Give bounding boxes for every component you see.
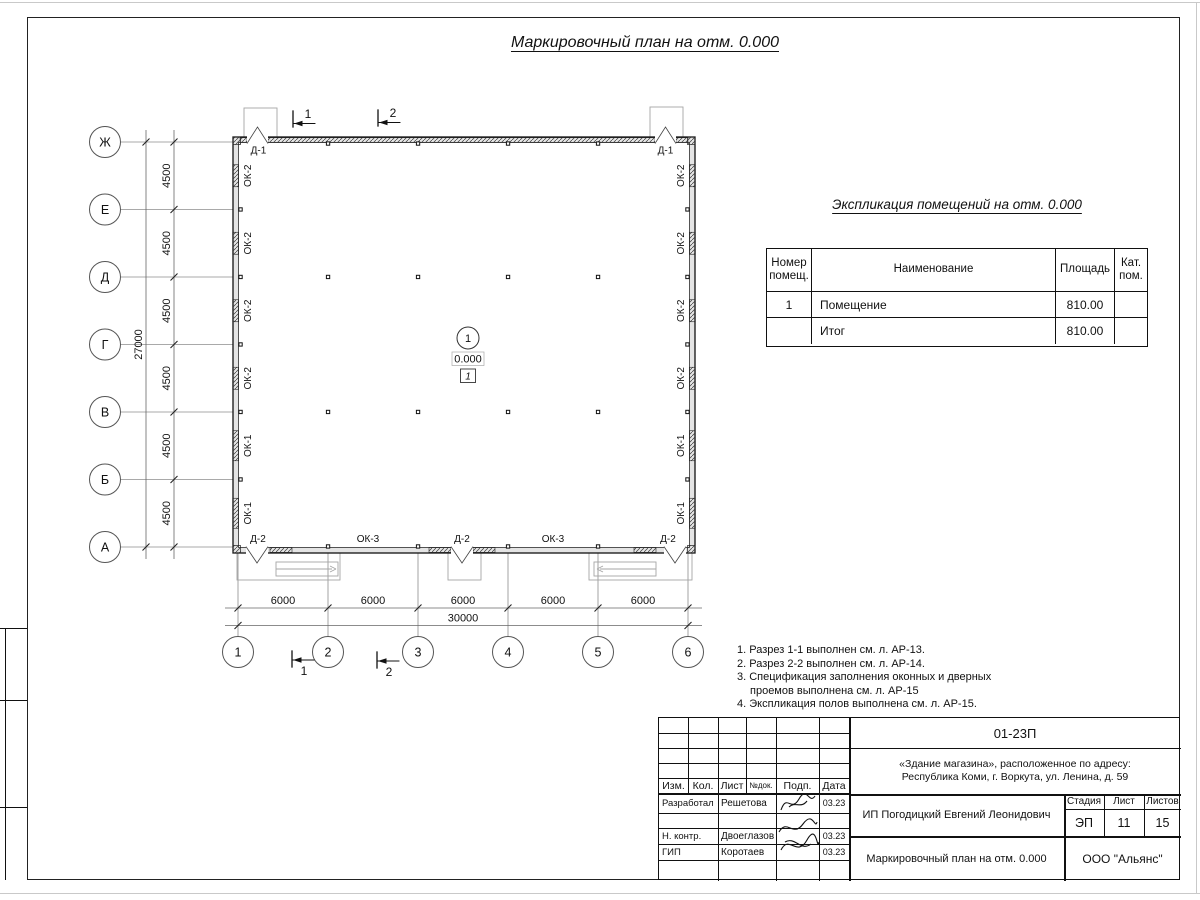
page-title: Маркировочный план на отм. 0.000 xyxy=(510,34,779,51)
door-label: Д-1 xyxy=(657,145,674,157)
axis-label: Е xyxy=(100,203,110,217)
signature xyxy=(775,818,821,862)
dim-label: 6000 xyxy=(270,595,296,607)
tb-sheet-title: Маркировочный план на отм. 0.000 xyxy=(866,852,1047,865)
door-label: Д-1 xyxy=(250,145,267,157)
axis-label: А xyxy=(100,540,110,555)
room-schedule-table xyxy=(766,248,1148,347)
window-label: ОК-2 xyxy=(676,164,687,187)
tb-name: Коротаев xyxy=(721,846,765,858)
cell-total-number xyxy=(767,318,812,344)
cell-total-category xyxy=(1115,318,1147,344)
tb-date: 03.23 xyxy=(822,798,846,808)
window-label: ОК-2 xyxy=(243,299,254,322)
tb-client: ИП Погодицкий Евгений Леонидович xyxy=(862,809,1051,821)
door-label: Д-2 xyxy=(250,534,266,545)
window-label: ОК-1 xyxy=(676,434,687,457)
tb-header-list: Лист xyxy=(720,779,744,792)
tb-header-podp: Подп. xyxy=(783,779,812,792)
col-header-number: Номер помещ. xyxy=(767,249,812,292)
dim-label: 6000 xyxy=(450,595,476,607)
axis-label: Г xyxy=(101,338,109,352)
tb-stage-value: ЭП xyxy=(1075,815,1093,830)
section-mark-label: 1 xyxy=(300,664,308,678)
tb-stage-label: Стадия xyxy=(1066,796,1102,807)
tb-header-data: Дата xyxy=(822,779,846,792)
tb-header-ndok: №док. xyxy=(749,781,773,790)
tb-name: Двоеглазов xyxy=(721,830,775,842)
building-walls xyxy=(233,137,695,553)
note-line: 3. Спецификация заполнения оконных и дверных xyxy=(737,671,992,683)
opening-labels xyxy=(243,146,687,546)
notes xyxy=(737,644,991,712)
doors xyxy=(246,127,686,563)
tb-address xyxy=(849,748,1181,794)
axis-label: 6 xyxy=(684,645,692,660)
note-line: 2. Разрез 2-2 выполнен см. л. АР-14. xyxy=(737,657,925,670)
dimensions-bottom xyxy=(225,595,702,629)
window-label: ОК-1 xyxy=(243,434,254,457)
axis-label: 4 xyxy=(504,645,512,660)
dim-label: 4500 xyxy=(161,298,173,323)
note-line: проемов выполнена см. л. АР-15 xyxy=(750,684,919,697)
dim-label: 6000 xyxy=(630,595,656,607)
tb-date: 03.23 xyxy=(822,831,846,841)
dim-label: 4500 xyxy=(161,433,173,458)
cell-room-name: Помещение xyxy=(812,292,1056,318)
dim-label: 4500 xyxy=(161,231,173,256)
note-line: 4. Экспликация полов выполнена см. л. АР-15. xyxy=(737,698,977,710)
col-header-category: Кат. пом. xyxy=(1115,249,1147,292)
tb-name: Решетова xyxy=(721,797,767,809)
axis-label: В xyxy=(100,405,110,420)
floor-type-marker: 1 xyxy=(465,371,471,383)
section-mark-label: 2 xyxy=(385,665,393,679)
axis-label: Ж xyxy=(99,135,111,150)
signature xyxy=(777,791,819,815)
cell-room-area: 810.00 xyxy=(1056,292,1115,318)
tb-address-line2: Республика Коми, г. Воркута, ул. Ленина, д. 59 xyxy=(901,771,1129,783)
window-label: ОК-3 xyxy=(541,534,565,545)
tb-doc-number: 01-23П xyxy=(993,725,1037,741)
tb-sheet-number: 11 xyxy=(1117,815,1131,830)
tb-role: Н. контр. xyxy=(662,830,702,842)
window-label: ОК-1 xyxy=(243,502,254,525)
room-elevation: 0.000 xyxy=(454,353,482,366)
axis-label: 3 xyxy=(414,645,422,660)
dim-label: 4500 xyxy=(161,366,173,391)
dim-label: 6000 xyxy=(360,595,386,607)
tb-date: 03.23 xyxy=(822,847,846,857)
dim-total-label: 27000 xyxy=(133,329,145,360)
dim-label: 6000 xyxy=(540,595,566,607)
room-number: 1 xyxy=(464,333,472,345)
tb-sheets-label: Листов xyxy=(1146,796,1179,807)
cell-room-category xyxy=(1115,292,1147,318)
room-marker xyxy=(452,327,484,383)
note-line: 1. Разрез 1-1 выполнен см. л. АР-13. xyxy=(737,644,925,656)
cell-total-label: Итог xyxy=(812,318,1056,344)
section-mark-label: 1 xyxy=(304,107,312,121)
section-mark-label: 2 xyxy=(389,106,397,120)
tb-address-line1: «Здание магазина», расположенное по адресу: xyxy=(899,758,1131,770)
window-label: ОК-2 xyxy=(676,367,687,390)
window-label: ОК-2 xyxy=(676,232,687,255)
tb-organization: ООО "Альянс" xyxy=(1082,851,1163,866)
dim-label: 4500 xyxy=(161,501,173,526)
tb-sheet-label: Лист xyxy=(1113,796,1135,807)
door-label: Д-2 xyxy=(660,534,676,545)
axis-label: 2 xyxy=(324,645,332,660)
dim-total-label: 30000 xyxy=(447,612,479,625)
tb-header-kol: Кол. xyxy=(692,779,714,792)
dim-label: 4500 xyxy=(161,163,173,188)
schedule-title: Экспликация помещений на отм. 0.000 xyxy=(832,197,1082,212)
axis-circles-rows xyxy=(90,127,121,563)
door-label: Д-2 xyxy=(454,534,470,545)
section-marks xyxy=(292,106,400,679)
window-label: ОК-1 xyxy=(676,502,687,525)
axis-label: Д xyxy=(100,270,110,285)
window-label: ОК-2 xyxy=(243,232,254,255)
cell-room-number: 1 xyxy=(767,292,812,318)
axis-label: 1 xyxy=(234,645,242,660)
window-label: ОК-2 xyxy=(243,367,254,390)
window-label: ОК-2 xyxy=(676,299,687,322)
window-label: ОК-2 xyxy=(243,164,254,187)
col-header-name: Наименование xyxy=(812,249,1056,292)
tb-sheets-total: 15 xyxy=(1155,815,1170,830)
title-block xyxy=(658,717,1180,880)
axis-circles-cols xyxy=(223,637,704,668)
tb-header-izm: Изм. xyxy=(662,779,685,792)
axis-label: Б xyxy=(100,473,110,487)
col-header-area: Площадь xyxy=(1056,249,1115,292)
columns xyxy=(239,142,689,548)
window-label: ОК-3 xyxy=(356,534,380,545)
tb-role: Разработал xyxy=(662,797,714,809)
tb-role: ГИП xyxy=(662,846,681,858)
cell-total-area: 810.00 xyxy=(1056,318,1115,344)
axis-label: 5 xyxy=(594,645,602,660)
